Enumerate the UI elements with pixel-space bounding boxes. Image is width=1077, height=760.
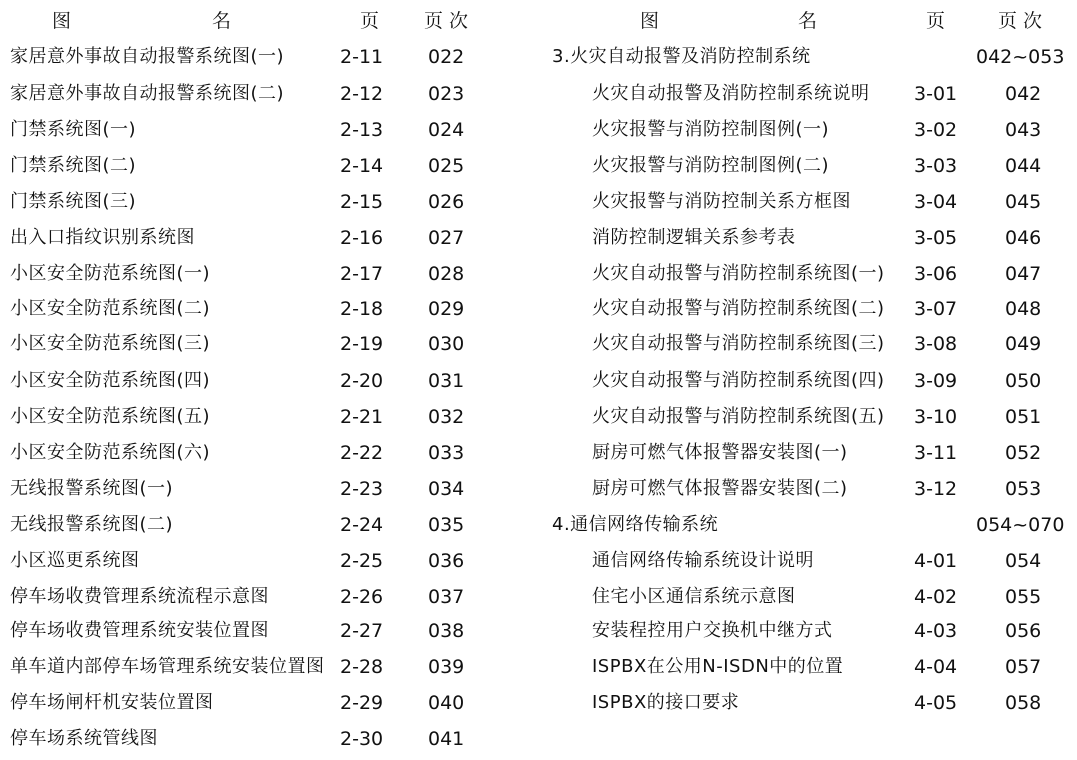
- toc-order: 026: [428, 191, 465, 213]
- header-page-label: 页: [360, 10, 380, 32]
- toc-order: 045: [1005, 191, 1042, 213]
- toc-order: 035: [428, 514, 465, 536]
- toc-page: 2-20: [340, 370, 384, 392]
- header-name-part2: 名: [212, 10, 232, 32]
- toc-page: 3-03: [914, 155, 958, 177]
- toc-row[interactable]: [0, 364, 520, 398]
- toc-title: 无线报警系统图(一): [10, 478, 174, 499]
- toc-page: 3-06: [914, 263, 958, 285]
- toc-order: 046: [1005, 227, 1042, 249]
- toc-row[interactable]: [540, 436, 1077, 470]
- toc-order: 048: [1005, 298, 1042, 320]
- toc-row[interactable]: [0, 149, 520, 183]
- header-name-part1: 图: [52, 10, 72, 32]
- toc-row[interactable]: [540, 544, 1077, 578]
- toc-row[interactable]: [0, 580, 520, 614]
- toc-row[interactable]: [540, 614, 1077, 648]
- toc-page: 2-11: [340, 46, 384, 68]
- toc-title: 火灾自动报警与消防控制系统图(三): [592, 333, 885, 354]
- toc-page: 4-03: [914, 620, 958, 642]
- toc-order: 024: [428, 119, 465, 141]
- toc-order: 047: [1005, 263, 1042, 285]
- toc-row[interactable]: [0, 113, 520, 147]
- toc-page: 4-01: [914, 550, 958, 572]
- toc-title: 停车场收费管理系统安装位置图: [10, 620, 269, 641]
- toc-title: 门禁系统图(二): [10, 155, 137, 176]
- toc-title: 通信网络传输系统设计说明: [592, 550, 814, 571]
- toc-row[interactable]: [0, 614, 520, 648]
- toc-title: 停车场收费管理系统流程示意图: [10, 586, 269, 607]
- section-range: 042~053: [976, 46, 1065, 68]
- toc-page: 2-18: [340, 298, 384, 320]
- toc-order: 055: [1005, 586, 1042, 608]
- toc-page: 4-05: [914, 692, 958, 714]
- toc-order: 029: [428, 298, 465, 320]
- toc-title: 小区巡更系统图: [10, 550, 140, 571]
- toc-row[interactable]: [0, 650, 520, 684]
- toc-page: 4-02: [914, 586, 958, 608]
- toc-page: 3-05: [914, 227, 958, 249]
- toc-order: 030: [428, 333, 465, 355]
- toc-title: 小区安全防范系统图(四): [10, 370, 211, 391]
- toc-order: 038: [428, 620, 465, 642]
- toc-title: 停车场系统管线图: [10, 728, 158, 749]
- toc-order: 041: [428, 728, 465, 750]
- toc-row[interactable]: [0, 686, 520, 720]
- toc-row[interactable]: [540, 257, 1077, 291]
- toc-title: 火灾报警与消防控制关系方框图: [592, 191, 851, 212]
- toc-title: 火灾报警与消防控制图例(一): [592, 119, 830, 140]
- toc-page: 3-10: [914, 406, 958, 428]
- toc-row[interactable]: [0, 544, 520, 578]
- toc-row[interactable]: [0, 221, 520, 255]
- toc-order: 051: [1005, 406, 1042, 428]
- toc-order: 036: [428, 550, 465, 572]
- header-page-label: 页: [926, 10, 946, 32]
- toc-row[interactable]: [0, 400, 520, 434]
- toc-order: 049: [1005, 333, 1042, 355]
- toc-title: 无线报警系统图(二): [10, 514, 174, 535]
- toc-row[interactable]: [540, 185, 1077, 219]
- toc-title: 火灾自动报警及消防控制系统说明: [592, 83, 870, 104]
- toc-title: 消防控制逻辑关系参考表: [592, 227, 796, 248]
- toc-order: 033: [428, 442, 465, 464]
- toc-page: 2-14: [340, 155, 384, 177]
- header-name-part2: 名: [798, 10, 818, 32]
- toc-page: 3-09: [914, 370, 958, 392]
- toc-page: 2-26: [340, 586, 384, 608]
- toc-page: 3-01: [914, 83, 958, 105]
- toc-page: 2-17: [340, 263, 384, 285]
- toc-page: 2-19: [340, 333, 384, 355]
- section-heading[interactable]: [540, 508, 1077, 542]
- toc-row[interactable]: [540, 327, 1077, 361]
- toc-title: 家居意外事故自动报警系统图(二): [10, 83, 285, 104]
- toc-page: 2-24: [340, 514, 384, 536]
- toc-title: 厨房可燃气体报警器安装图(二): [592, 478, 848, 499]
- toc-row[interactable]: [0, 257, 520, 291]
- toc-row[interactable]: [0, 77, 520, 111]
- toc-title: 门禁系统图(三): [10, 191, 137, 212]
- toc-order: 022: [428, 46, 465, 68]
- toc-title: 单车道内部停车场管理系统安装位置图: [10, 656, 325, 677]
- toc-page: 2-12: [340, 83, 384, 105]
- toc-title: 火灾自动报警与消防控制系统图(一): [592, 263, 885, 284]
- toc-order: 025: [428, 155, 465, 177]
- toc-row[interactable]: [540, 686, 1077, 720]
- toc-order: 054: [1005, 550, 1042, 572]
- toc-page: 2-16: [340, 227, 384, 249]
- toc-title: 火灾自动报警与消防控制系统图(二): [592, 298, 885, 319]
- toc-order: 053: [1005, 478, 1042, 500]
- toc-page: 2-22: [340, 442, 384, 464]
- toc-page: 4-04: [914, 656, 958, 678]
- toc-row[interactable]: [540, 149, 1077, 183]
- toc-row[interactable]: [0, 327, 520, 361]
- toc-order: 028: [428, 263, 465, 285]
- toc-row[interactable]: [0, 40, 520, 74]
- toc-order: 042: [1005, 83, 1042, 105]
- toc-page: 3-11: [914, 442, 958, 464]
- toc-title: 安装程控用户交换机中继方式: [592, 620, 833, 641]
- toc-row[interactable]: [540, 292, 1077, 326]
- toc-page: 2-29: [340, 692, 384, 714]
- toc-row[interactable]: [0, 436, 520, 470]
- toc-row[interactable]: [540, 221, 1077, 255]
- toc-order: 027: [428, 227, 465, 249]
- toc-title: 火灾自动报警与消防控制系统图(五): [592, 406, 885, 427]
- toc-row[interactable]: [540, 580, 1077, 614]
- toc-title: 小区安全防范系统图(一): [10, 263, 211, 284]
- toc-title: 门禁系统图(一): [10, 119, 137, 140]
- toc-title: 停车场闸杆机安装位置图: [10, 692, 214, 713]
- toc-order: 056: [1005, 620, 1042, 642]
- toc-page: 2-13: [340, 119, 384, 141]
- toc-order: 023: [428, 83, 465, 105]
- toc-page: 3-12: [914, 478, 958, 500]
- toc-page: 2-30: [340, 728, 384, 750]
- toc-row[interactable]: [0, 292, 520, 326]
- toc-page: 2-25: [340, 550, 384, 572]
- section-heading[interactable]: [540, 40, 1077, 74]
- toc-order: 057: [1005, 656, 1042, 678]
- toc-order: 044: [1005, 155, 1042, 177]
- toc-order: 037: [428, 586, 465, 608]
- toc-order: 052: [1005, 442, 1042, 464]
- toc-title: 火灾报警与消防控制图例(二): [592, 155, 830, 176]
- toc-row[interactable]: [540, 400, 1077, 434]
- toc-row[interactable]: [0, 722, 520, 756]
- toc-page: 3-08: [914, 333, 958, 355]
- toc-order: 031: [428, 370, 465, 392]
- toc-title: 小区安全防范系统图(二): [10, 298, 211, 319]
- toc-row[interactable]: [0, 472, 520, 506]
- toc-page: 2-28: [340, 656, 384, 678]
- toc-title: 家居意外事故自动报警系统图(一): [10, 46, 285, 67]
- toc-order: 043: [1005, 119, 1042, 141]
- toc-row[interactable]: [0, 508, 520, 542]
- toc-row[interactable]: [540, 364, 1077, 398]
- toc-row[interactable]: [0, 185, 520, 219]
- toc-title: 厨房可燃气体报警器安装图(一): [592, 442, 848, 463]
- section-range: 054~070: [976, 514, 1065, 536]
- toc-page: 3-02: [914, 119, 958, 141]
- toc-order: 034: [428, 478, 465, 500]
- toc-title: 住宅小区通信系统示意图: [592, 586, 796, 607]
- toc-row[interactable]: [540, 650, 1077, 684]
- toc-page: 2-23: [340, 478, 384, 500]
- toc-page: 3-04: [914, 191, 958, 213]
- toc-order: 058: [1005, 692, 1042, 714]
- toc-title: 小区安全防范系统图(三): [10, 333, 211, 354]
- toc-page: 2-27: [340, 620, 384, 642]
- header-name-part1: 图: [640, 10, 660, 32]
- section-title: 3.火灾自动报警及消防控制系统: [552, 46, 811, 67]
- toc-page: 2-15: [340, 191, 384, 213]
- header-page-order-label: 页 次: [998, 10, 1043, 32]
- toc-title: 小区安全防范系统图(五): [10, 406, 211, 427]
- toc-page: 2-21: [340, 406, 384, 428]
- toc-order: 032: [428, 406, 465, 428]
- toc-title: ISPBX的接口要求: [592, 692, 740, 713]
- header-page-order-label: 页 次: [424, 10, 469, 32]
- toc-order: 050: [1005, 370, 1042, 392]
- toc-row[interactable]: [540, 77, 1077, 111]
- toc-title: 出入口指纹识别系统图: [10, 227, 195, 248]
- toc-title: ISPBX在公用N-ISDN中的位置: [592, 656, 844, 677]
- toc-order: 040: [428, 692, 465, 714]
- toc-title: 火灾自动报警与消防控制系统图(四): [592, 370, 885, 391]
- toc-row[interactable]: [540, 472, 1077, 506]
- section-title: 4.通信网络传输系统: [552, 514, 719, 535]
- toc-order: 039: [428, 656, 465, 678]
- toc-row[interactable]: [540, 113, 1077, 147]
- toc-title: 小区安全防范系统图(六): [10, 442, 211, 463]
- toc-page: 3-07: [914, 298, 958, 320]
